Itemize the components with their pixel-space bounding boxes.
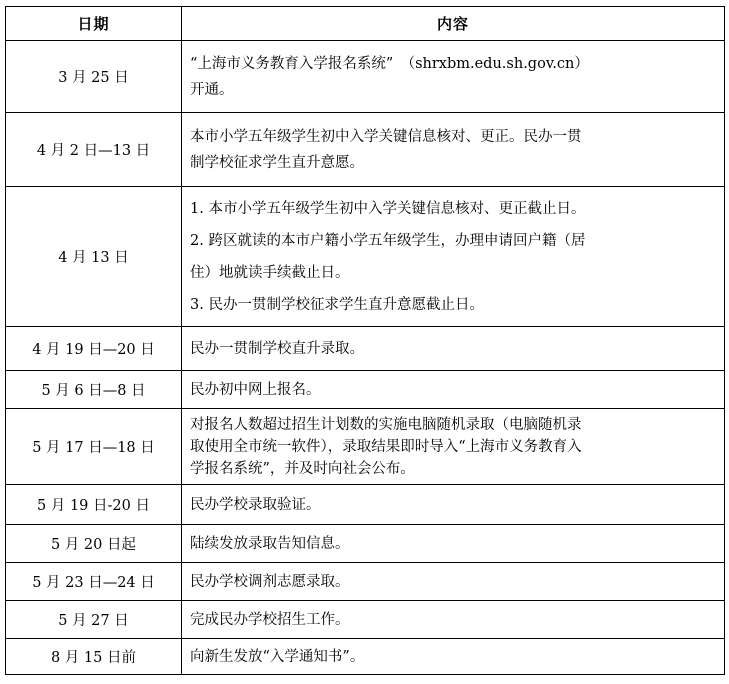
table-row — [6, 327, 725, 371]
content-line: “上海市义务教育入学报名系统” （shrxbm.edu.sh.gov.cn） — [190, 55, 589, 72]
row-content — [182, 601, 725, 639]
content-line: 对报名人数超过招生计划数的实施电脑随机录取（电脑随机录 — [190, 416, 582, 433]
schedule-table — [5, 6, 725, 675]
row-date: 4 月 2 日—13 日 — [6, 113, 182, 187]
schedule-document — [5, 6, 724, 675]
header-date: 日期 — [6, 7, 182, 41]
content-line: 完成民办学校招生工作。 — [190, 611, 350, 628]
content-line: 开通。 — [190, 81, 234, 98]
content-line: 1. 本市小学五年级学生初中入学关键信息核对、更正截止日。 — [190, 200, 586, 217]
content-line: 取使用全市统一软件），录取结果即时导入“上海市义务教育入 — [190, 438, 582, 455]
row-content — [182, 371, 725, 409]
row-date: 4 月 13 日 — [6, 187, 182, 327]
row-date: 8 月 15 日前 — [6, 639, 182, 675]
row-content — [182, 327, 725, 371]
content-line: 2. 跨区就读的本市户籍小学五年级学生，办理申请回户籍（居 — [190, 232, 586, 249]
content-line: 制学校征求学生直升意愿。 — [190, 154, 364, 171]
content-line: 本市小学五年级学生初中入学关键信息核对、更正。民办一贯 — [190, 128, 582, 145]
row-date: 5 月 17 日—18 日 — [6, 409, 182, 485]
content-line: 民办学校调剂志愿录取。 — [190, 573, 350, 590]
row-content — [182, 563, 725, 601]
row-content — [182, 41, 725, 113]
row-content — [182, 409, 725, 485]
row-content — [182, 485, 725, 525]
row-date: 3 月 25 日 — [6, 41, 182, 113]
table-row — [6, 639, 725, 675]
row-date: 5 月 23 日—24 日 — [6, 563, 182, 601]
content-line: 学报名系统”，并及时向社会公布。 — [190, 460, 415, 477]
table-header-row — [6, 7, 725, 41]
table-row — [6, 41, 725, 113]
row-content — [182, 113, 725, 187]
table-row — [6, 525, 725, 563]
content-line: 民办一贯制学校直升录取。 — [190, 340, 364, 357]
table-row — [6, 563, 725, 601]
table-row — [6, 485, 725, 525]
content-line: 向新生发放“入学通知书”。 — [190, 648, 365, 665]
row-date: 5 月 20 日起 — [6, 525, 182, 563]
row-date: 5 月 27 日 — [6, 601, 182, 639]
table-row — [6, 371, 725, 409]
header-content: 内容 — [182, 7, 725, 41]
row-content — [182, 525, 725, 563]
table-row — [6, 113, 725, 187]
row-date: 4 月 19 日—20 日 — [6, 327, 182, 371]
table-row — [6, 187, 725, 327]
row-content — [182, 187, 725, 327]
row-date: 5 月 19 日-20 日 — [6, 485, 182, 525]
content-line: 民办初中网上报名。 — [190, 381, 321, 398]
content-line: 3. 民办一贯制学校征求学生直升意愿截止日。 — [190, 296, 484, 313]
table-row — [6, 409, 725, 485]
content-line: 住）地就读手续截止日。 — [190, 264, 350, 281]
content-line: 民办学校录取验证。 — [190, 496, 321, 513]
table-row — [6, 601, 725, 639]
row-content — [182, 639, 725, 675]
content-line: 陆续发放录取告知信息。 — [190, 535, 350, 552]
row-date: 5 月 6 日—8 日 — [6, 371, 182, 409]
